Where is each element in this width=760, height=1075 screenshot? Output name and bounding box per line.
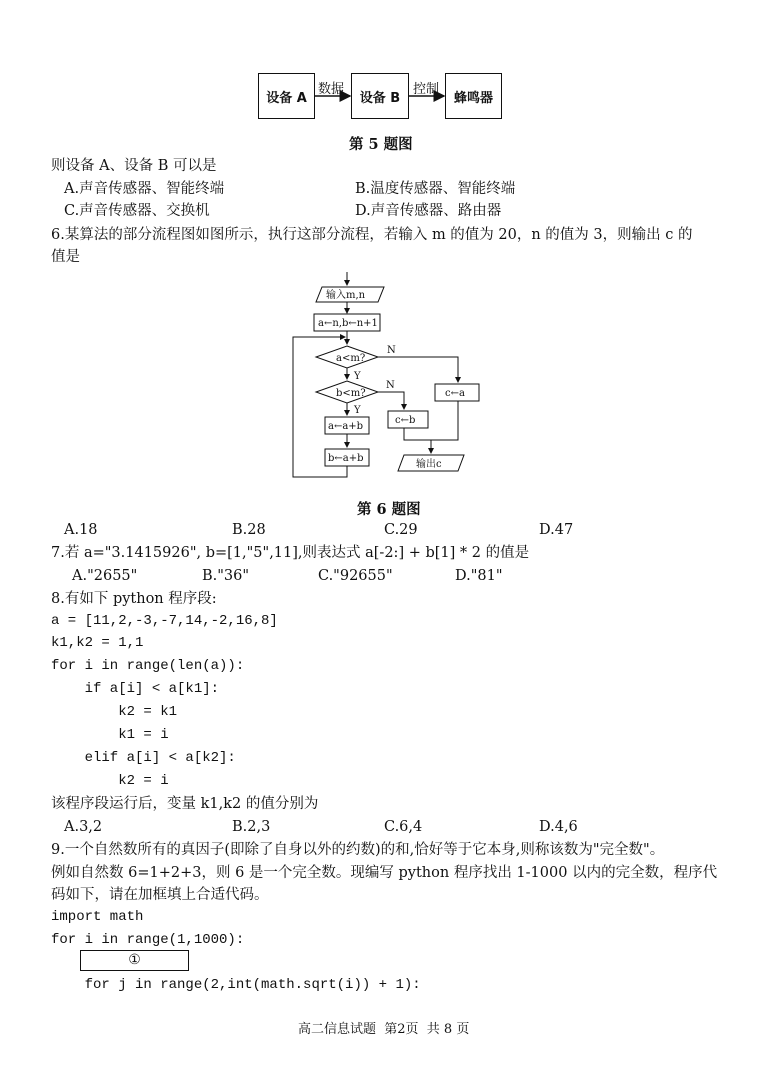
q8-option-d: D.4,6 (539, 819, 578, 835)
q6-option-d: D.47 (539, 522, 574, 538)
q8-option-a: A.3,2 (64, 819, 103, 835)
q6-stem-line1: 6.某算法的部分流程图如图所示，执行这部分流程，若输入 m 的值为 20，n 的值为 3，则输出 c 的 (51, 227, 693, 243)
flow-output-text: 输出c (416, 459, 442, 470)
flow-assign-cb-text: c←b (395, 415, 416, 426)
q8-code-line: if a[i] < a[k1]: (51, 681, 220, 697)
q7-option-a: A."2655" (72, 568, 138, 584)
q8-stem: 8.有如下 python 程序段: (51, 591, 217, 607)
q6-option-c: C.29 (384, 522, 418, 538)
flow-cond2-text: b<m? (336, 388, 366, 399)
device-a-label: 设备 A (266, 90, 307, 106)
buzzer-label: 蜂鸣器 (453, 90, 493, 106)
flow-assign-ca-text: c←a (445, 388, 465, 399)
q8-code-line: a = [11,2,-3,-7,14,-2,16,8] (51, 613, 278, 629)
q5-option-a: A.声音传感器、智能终端 (64, 181, 225, 197)
q7-option-b: B."36" (202, 568, 250, 584)
flow-yes1-label: Y (354, 371, 361, 382)
q9-code-line: import math (51, 909, 144, 925)
flow-init-text: a←n,b←n+1 (318, 318, 378, 329)
flow-assign-b-text: b←a+b (328, 453, 364, 464)
q8-code-line: k1 = i (51, 727, 169, 743)
arrow-data-label: 数据 (318, 82, 345, 97)
flow-no1-label: N (387, 345, 396, 356)
q6-caption: 第 6 题图 (357, 501, 421, 518)
flow-cond1-text: a<m? (336, 353, 366, 364)
q8-option-c: C.6,4 (384, 819, 423, 835)
flow-input-text: 输入m,n (326, 290, 366, 301)
q8-option-b: B.2,3 (232, 819, 271, 835)
q6-flowchart (0, 0, 760, 500)
flow-no2-label: N (386, 380, 395, 391)
q9-stem-line1: 9.一个自然数所有的真因子(即除了自身以外的约数)的和,恰好等于它本身,则称该数为"完全数"。 (51, 842, 665, 858)
q5-option-c: C.声音传感器、交换机 (64, 203, 210, 219)
flow-yes2-label: Y (354, 405, 361, 416)
q9-stem-line2: 例如自然数 6=1+2+3，则 6 是一个完全数。现编写 python 程序找出 1-1000 以内的完全数，程序代 (51, 865, 718, 881)
page-footer: 高二信息试题 第2页 共 8 页 (298, 1022, 470, 1037)
device-b-label: 设备 B (359, 90, 401, 106)
q6-option-b: B.28 (232, 522, 266, 538)
q8-question: 该程序段运行后，变量 k1,k2 的值分别为 (51, 796, 319, 812)
arrow-control-label: 控制 (413, 82, 440, 97)
q9-stem-line3: 码如下，请在加框填上合适代码。 (51, 887, 269, 903)
q6-stem-line2: 值是 (51, 249, 80, 265)
q5-caption: 第 5 题图 (349, 136, 413, 153)
q8-code-line: elif a[i] < a[k2]: (51, 750, 236, 766)
flow-assign-a-text: a←a+b (328, 421, 364, 432)
q8-code-line: for i in range(len(a)): (51, 658, 245, 674)
q9-code-line: for j in range(2,int(math.sqrt(i)) + 1): (51, 977, 421, 993)
answer-blank-box[interactable] (80, 950, 189, 971)
q8-code-line: k1,k2 = 1,1 (51, 635, 144, 651)
q7-option-c: C."92655" (318, 568, 393, 584)
q5-stem: 则设备 A、设备 B 可以是 (51, 158, 217, 174)
q8-code-line: k2 = i (51, 773, 169, 789)
q8-code-line: k2 = k1 (51, 704, 178, 720)
q5-option-b: B.温度传感器、智能终端 (355, 181, 516, 197)
q7-option-d: D."81" (455, 568, 503, 584)
q7-stem: 7.若 a="3.1415926", b=[1,"5",11],则表达式 a[-2:] + b[1] * 2 的值是 (51, 545, 530, 561)
q5-option-d: D.声音传感器、路由器 (355, 203, 502, 219)
q9-code-line: for i in range(1,1000): (51, 932, 245, 948)
blank-number: ① (128, 952, 141, 968)
q6-option-a: A.18 (64, 522, 98, 538)
